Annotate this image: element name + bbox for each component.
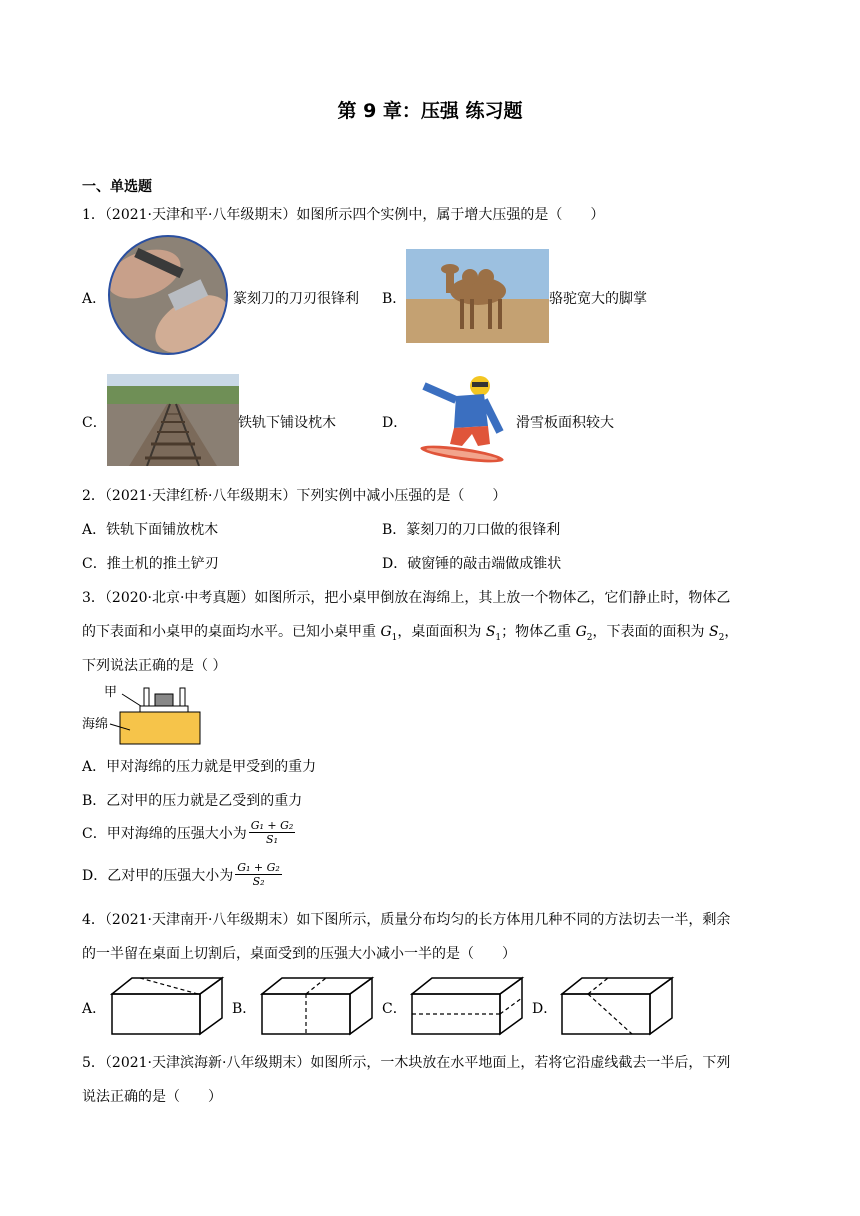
question-2-stem: 2．（2021·天津红桥·八年级期末）下列实例中减小压强的是（ ） (82, 488, 507, 504)
question-4-line-1: 4．（2021·天津南开·八年级期末）如下图所示，质量分布均匀的长方体用几种不同的方法切去一半，剩余 (82, 912, 731, 928)
q4-option-a-label: A． (82, 1001, 107, 1017)
question-1-stem: 1．（2021·天津和平·八年级期末）如图所示四个实例中，属于增大压强的是（ ） (82, 207, 605, 223)
page-title: 第 9 章：压强 练习题 (337, 100, 523, 122)
question-5-line-2: 说法正确的是（ ） (82, 1089, 222, 1105)
q1-option-c-label: C． (82, 415, 107, 431)
q1-option-d-label: D． (382, 415, 408, 431)
q1-option-b-text: 骆驼宽大的脚掌 (549, 291, 647, 307)
q2-option-d: D．破窗锤的敲击端做成锥状 (382, 556, 562, 572)
q4-option-a-figure (110, 976, 230, 1036)
figure-label-sponge: 海绵 (82, 717, 109, 732)
question-3-line-3: 下列说法正确的是（ ） (82, 658, 227, 674)
q2-option-a: A．铁轨下面铺放枕木 (82, 522, 219, 538)
q1-option-a-label: A． (82, 291, 107, 307)
q3-option-d: D．乙对甲的压强大小为 $\frac{\text{G₁ + G₂}}{\text{S₂}}$ (82, 861, 280, 888)
q4-option-c-label: C． (382, 1001, 407, 1017)
q4-option-d-figure (560, 976, 680, 1036)
q3-option-c: C．甲对海绵的压强大小为 $\frac{\text{G₁ + G₂}}{\text{S₁}}$ (82, 819, 294, 846)
section-heading: 一、单选题 (82, 179, 152, 195)
question-4-line-2: 的一半留在桌面上切割后，桌面受到的压强大小减小一半的是（ ） (82, 946, 516, 962)
question-3-line-1: 3．（2020·北京·中考真题）如图所示，把小桌甲倒放在海绵上，其上放一个物体乙，它们静止时，物体乙 (82, 590, 731, 606)
q2-option-b: B．篆刻刀的刀口做的很锋利 (382, 522, 561, 538)
q3-option-a: A．甲对海绵的压力就是甲受到的重力 (82, 759, 317, 775)
question-3-line-2: 的下表面和小桌甲的桌面均水平。已知小桌甲重 $G_1$，桌面面积为 $S_1$；物体乙重 $G_2$，下表面的面积为 $S_2$， (82, 624, 739, 643)
q3-option-b: B．乙对甲的压力就是乙受到的重力 (82, 793, 303, 809)
q1-option-c-text: 铁轨下铺设枕木 (238, 415, 336, 431)
q4-option-c-figure (410, 976, 530, 1036)
snowboarder-image (418, 372, 506, 468)
q1-option-b-label: B． (382, 291, 407, 307)
camel-image (406, 249, 549, 343)
q3-option-d-formula: $\frac{\text{G₁ + G₂}}{\text{S₂}}$ (237, 861, 280, 888)
q4-option-b-label: B． (232, 1001, 257, 1017)
q1-option-a-text: 篆刻刀的刀刃很锋利 (233, 291, 359, 307)
q2-option-c: C．推土机的推土铲刃 (82, 556, 219, 572)
q4-option-d-label: D． (532, 1001, 558, 1017)
q4-option-b-figure (260, 976, 380, 1036)
railway-track-image (107, 374, 239, 466)
figure-label-jia: 甲 (104, 685, 118, 700)
question-5-line-1: 5．（2021·天津滨海新·八年级期末）如图所示，一木块放在水平地面上，若将它沿虚线截去一半后，下列 (82, 1055, 731, 1071)
q1-option-d-text: 滑雪板面积较大 (516, 415, 614, 431)
q3-option-c-formula: $\frac{\text{G₁ + G₂}}{\text{S₁}}$ (250, 819, 294, 846)
sponge-table-figure (82, 682, 204, 746)
engraving-knife-image (104, 234, 232, 356)
